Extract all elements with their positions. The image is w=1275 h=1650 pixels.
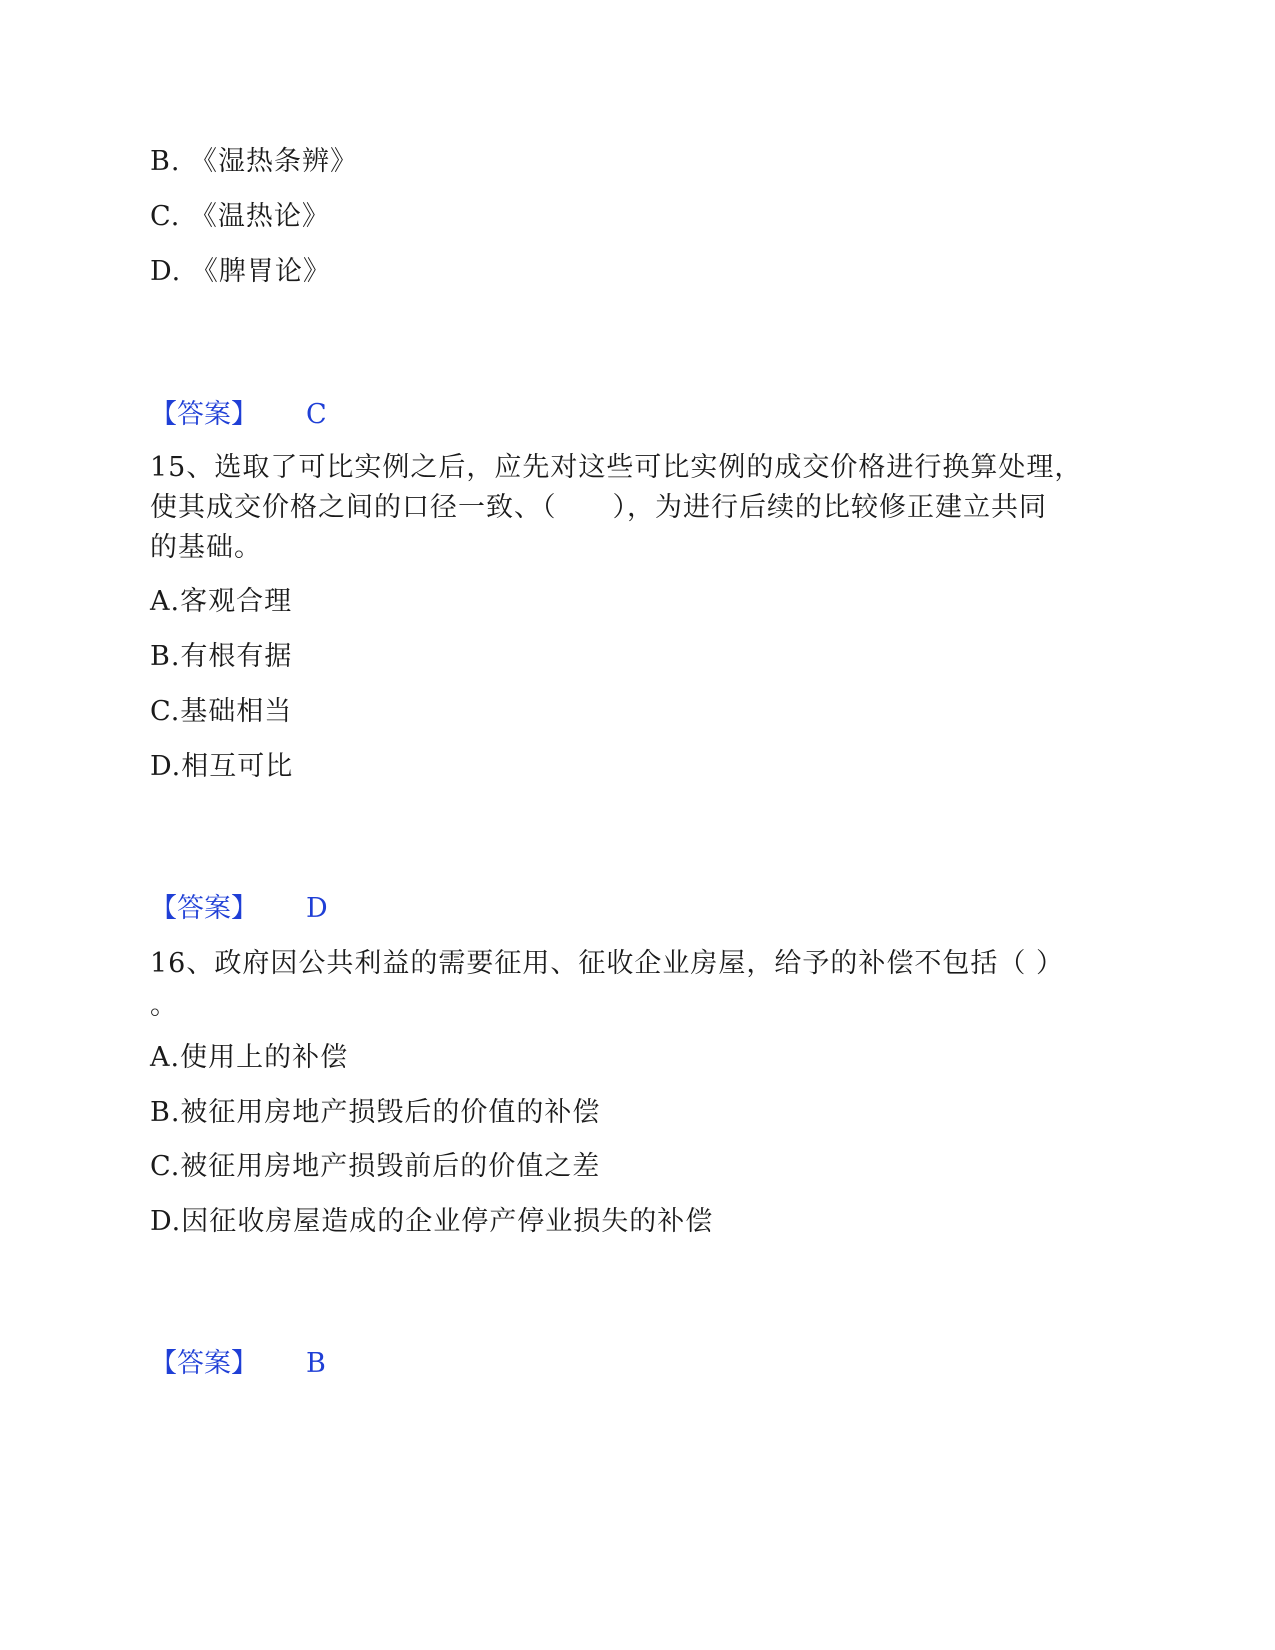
q16-answer: [150, 1344, 326, 1384]
q16-option-d: D.因征收房屋造成的企业停产停业损失的补偿: [150, 1206, 714, 1237]
prev-option-d: D. 《脾胃论》: [150, 256, 331, 287]
q16-option-c: C.被征用房地产损毁前后的价值之差: [150, 1151, 601, 1182]
q15-option-d: D.相互可比: [150, 751, 294, 782]
q15-option-a: A.客观合理: [150, 586, 293, 617]
answer-label: 【答案】: [150, 893, 258, 924]
q15-option-c: C.基础相当: [150, 696, 293, 727]
q16-option-a: A.使用上的补偿: [150, 1042, 349, 1073]
q15-text-line-1: 15、选取了可比实例之后，应先对这些可比实例的成交价格进行换算处理，: [150, 452, 1083, 483]
q15-text-line-2: 使其成交价格之间的口径一致、（ ），为进行后续的比较修正建立共同: [150, 492, 1047, 523]
q15-option-b: B.有根有据: [150, 641, 293, 672]
prev-answer: [150, 395, 327, 435]
q16-option-b: B.被征用房地产损毁后的价值的补偿: [150, 1097, 601, 1128]
answer-letter: C: [306, 399, 327, 430]
q16-text-line-2: 。: [150, 990, 178, 1021]
q16-text-line-1: 16、政府因公共利益的需要征用、征收企业房屋，给予的补偿不包括（ ）: [150, 948, 1064, 979]
answer-letter: D: [306, 893, 328, 924]
q15-text-line-3: 的基础。: [150, 532, 262, 563]
answer-label: 【答案】: [150, 1348, 258, 1379]
prev-option-b: B. 《湿热条辨》: [150, 146, 359, 177]
prev-option-c: C. 《温热论》: [150, 201, 330, 232]
q15-answer: [150, 889, 328, 929]
answer-label: 【答案】: [150, 399, 258, 430]
answer-letter: B: [306, 1348, 326, 1379]
